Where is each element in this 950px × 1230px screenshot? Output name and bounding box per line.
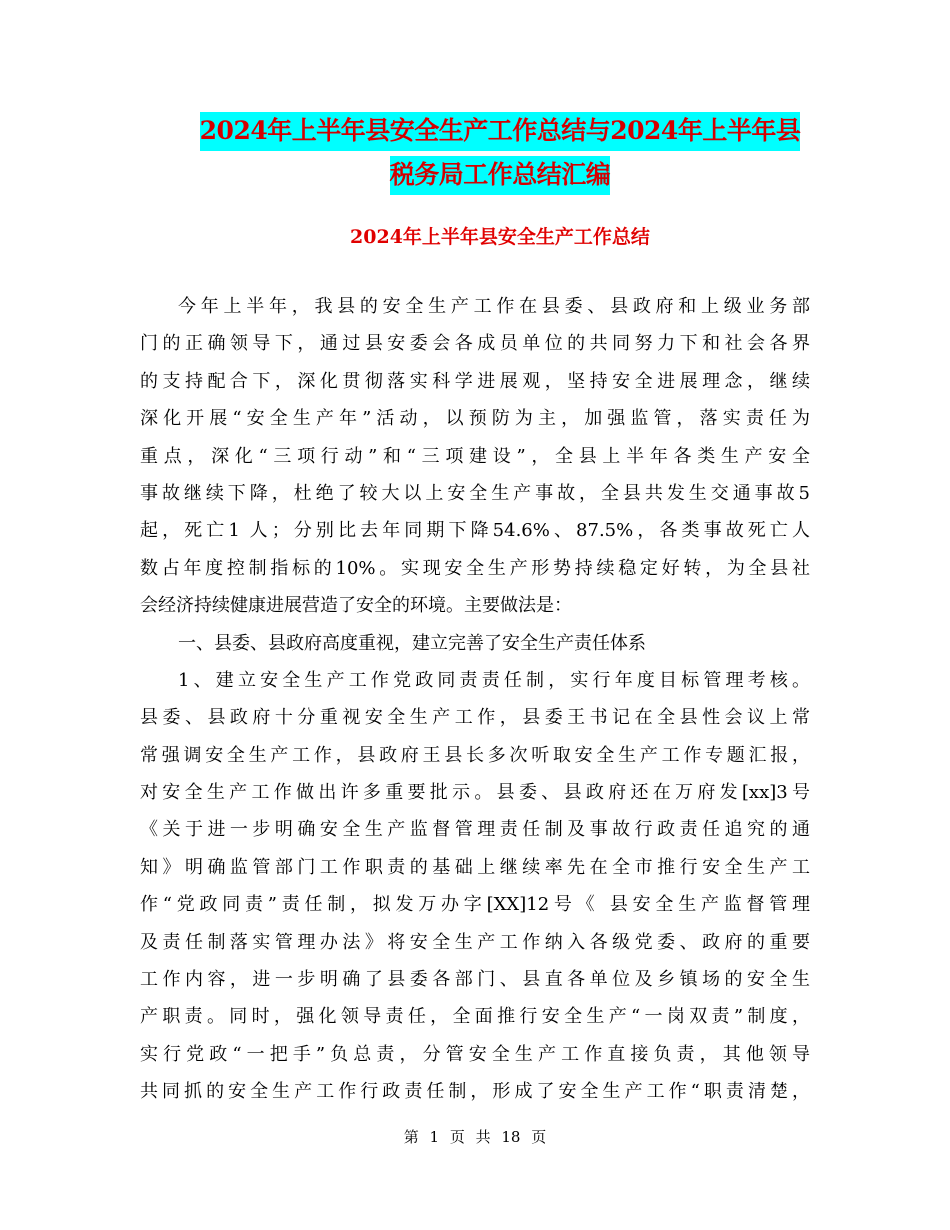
paragraph-line: 起，死亡1 人；分别比去年同期下降54.6%、87.5%，各类事故死亡人 xyxy=(140,520,810,542)
paragraph-line: 今年上半年，我县的安全生产工作在县委、县政府和上级业务部 xyxy=(178,296,810,317)
paragraph-line: 的支持配合下，深化贯彻落实科学进展观，坚持安全进展理念，继续 xyxy=(140,370,810,392)
paragraph-line: 常强调安全生产工作，县政府王县长多次听取安全生产工作专题汇报， xyxy=(140,744,810,766)
paragraph-line: 《关于进一步明确安全生产监督管理责任制及事故行政责任追究的通 xyxy=(140,819,810,841)
paragraph-line: 门的正确领导下，通过县安委会各成员单位的共同努力下和社会各界 xyxy=(140,333,810,355)
paragraph-line: 工作内容，进一步明确了县委各部门、县直各单位及乡镇场的安全生 xyxy=(140,969,810,991)
title-highlight-1: 2024年上半年县安全生产工作总结与2024年上半年县 xyxy=(200,112,801,151)
page-footer: 第 1 页 共 18 页 xyxy=(403,1128,547,1146)
paragraph-line: 产职责。同时，强化领导责任，全面推行安全生产“一岗双责”制度， xyxy=(140,1006,810,1028)
paragraph-line: 会经济持续健康进展营造了安全的环境。主要做法是： xyxy=(140,595,572,617)
paragraph-line: 数占年度控制指标的10%。实现安全生产形势持续稳定好转，为全县社 xyxy=(140,557,810,579)
section-heading: 一、县委、县政府高度重视，建立完善了安全生产责任体系 xyxy=(178,632,646,654)
body-text xyxy=(140,288,810,1111)
paragraph-line: 共同抓的安全生产工作行政责任制，形成了安全生产工作“职责清楚， xyxy=(140,1081,810,1103)
document-title-line-1 xyxy=(140,106,860,156)
paragraph-line: 知》明确监管部门工作职责的基础上继续率先在全市推行安全生产工 xyxy=(140,856,810,878)
paragraph-line: 1、建立安全生产工作党政同责责任制，实行年度目标管理考核。 xyxy=(178,669,810,691)
title-highlight-2: 税务局工作总结汇编 xyxy=(390,156,611,195)
paragraph-line: 深化开展“安全生产年”活动，以预防为主，加强监管，落实责任为 xyxy=(140,408,810,430)
document-title-line-2 xyxy=(140,150,860,200)
paragraph-line: 县委、县政府十分重视安全生产工作，县委王书记在全县性会议上常 xyxy=(140,707,810,729)
section-title: 2024年上半年县安全生产工作总结 xyxy=(350,226,650,248)
paragraph-line: 及责任制落实管理办法》将安全生产工作纳入各级党委、政府的重要 xyxy=(140,931,810,953)
paragraph-line: 重点，深化“三项行动”和“三项建设”，全县上半年各类生产安全 xyxy=(140,445,810,467)
paragraph-line: 对安全生产工作做出许多重要批示。县委、县政府还在万府发[xx]3号 xyxy=(140,782,810,804)
paragraph-line: 事故继续下降，杜绝了较大以上安全生产事故，全县共发生交通事故5 xyxy=(140,482,810,504)
paragraph-line: 作“党政同责”责任制，拟发万办字[XX]12号《 县安全生产监督管理 xyxy=(140,894,810,916)
paragraph-line: 实行党政“一把手”负总责，分管安全生产工作直接负责，其他领导 xyxy=(140,1043,810,1065)
